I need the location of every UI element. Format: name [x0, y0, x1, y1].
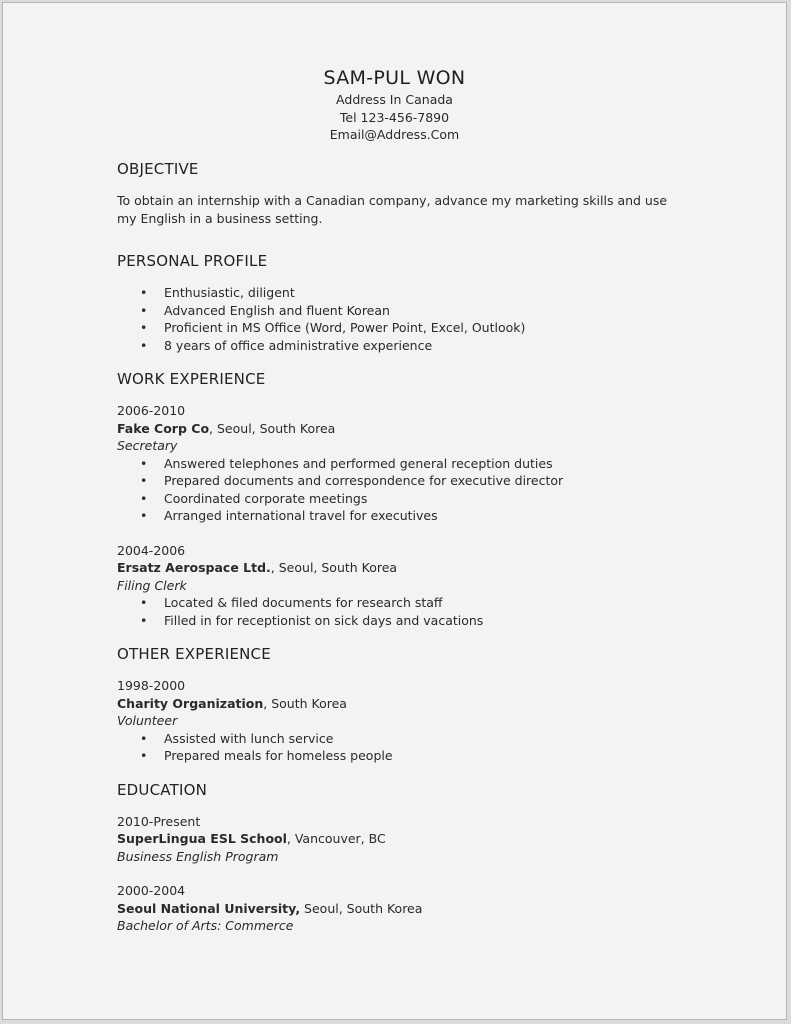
other-org: Charity Organization — [117, 695, 264, 711]
list-item-text: Arranged international travel for executives — [164, 508, 438, 523]
list-item-text: Prepared meals for homeless people — [164, 748, 393, 763]
job-role: Filing Clerk — [117, 577, 187, 593]
list-item — [117, 337, 677, 355]
bullet-icon: • — [140, 285, 148, 300]
education-entry — [117, 813, 677, 866]
education-dates: 2000-2004 — [117, 883, 186, 898]
education-program: Business English Program — [117, 848, 279, 864]
job-employer: Ersatz Aerospace Ltd. — [117, 560, 271, 575]
other-location: , South Korea — [263, 695, 347, 711]
list-item — [117, 472, 677, 490]
objective-text: To obtain an internship with a Canadian company, advance my marketing skills and use my English in a business setting. — [117, 193, 668, 226]
objective-section — [117, 159, 677, 227]
job-employer: Fake Corp Co — [117, 420, 210, 436]
list-item-text: Advanced English and fluent Korean — [164, 302, 390, 318]
bullet-icon: • — [140, 595, 148, 610]
list-item-text: Prepared documents and correspondence for executive director — [164, 473, 564, 488]
education-dates: 2010-Present — [117, 813, 201, 829]
education-location: Seoul, South Korea — [300, 900, 423, 916]
other-experience-heading: OTHER EXPERIENCE — [117, 645, 271, 663]
bullet-icon: • — [140, 473, 148, 488]
profile-heading: PERSONAL PROFILE — [117, 252, 268, 270]
list-item-text: Proficient in MS Office (Word, Power Point, Excel, Outlook) — [164, 320, 526, 335]
applicant-name: SAM-PUL WON — [323, 67, 466, 89]
education-location: , Vancouver, BC — [286, 831, 386, 846]
education-school-line — [117, 830, 677, 848]
other-role: Volunteer — [117, 713, 178, 728]
job-location: , Seoul, South Korea — [270, 560, 398, 575]
objective-heading: OBJECTIVE — [117, 160, 199, 178]
phone-line: Tel 123-456-7890 — [339, 109, 450, 125]
bullet-icon: • — [140, 302, 148, 318]
profile-list — [117, 284, 677, 354]
list-item — [117, 747, 677, 765]
list-item — [117, 730, 677, 748]
bullet-icon: • — [140, 490, 148, 506]
bullet-icon: • — [140, 320, 148, 335]
list-item — [117, 612, 677, 630]
bullet-icon: • — [140, 455, 148, 471]
list-item — [117, 284, 677, 302]
education-heading: EDUCATION — [117, 780, 207, 799]
list-item — [117, 490, 677, 508]
profile-section — [117, 251, 677, 354]
resume-body — [117, 159, 677, 935]
list-item — [117, 302, 677, 320]
job-entry — [117, 542, 677, 630]
list-item-text: 8 years of office administrative experience — [164, 337, 433, 353]
list-item — [117, 319, 677, 337]
other-duties — [117, 730, 677, 765]
education-school-line — [117, 900, 677, 918]
list-item — [117, 455, 677, 473]
job-duties — [117, 594, 677, 629]
list-item-text: Located & filed documents for research staff — [164, 595, 443, 610]
other-experience-section — [117, 644, 677, 765]
job-employer-line — [117, 420, 677, 438]
education-school: SuperLingua ESL School — [117, 831, 287, 846]
job-dates: 2004-2006 — [117, 542, 186, 558]
job-duties — [117, 455, 677, 525]
other-org-line — [117, 695, 677, 713]
list-item-text: Enthusiastic, diligent — [164, 285, 295, 300]
bullet-icon: • — [140, 337, 148, 353]
job-employer-line — [117, 559, 677, 577]
list-item — [117, 594, 677, 612]
job-entry — [117, 402, 677, 525]
bullet-icon: • — [140, 508, 148, 523]
work-heading: WORK EXPERIENCE — [117, 370, 266, 388]
job-role: Secretary — [117, 438, 178, 453]
resume-header — [3, 65, 786, 144]
education-school: Seoul National University, — [117, 900, 301, 916]
list-item-text: Coordinated corporate meetings — [164, 490, 368, 506]
bullet-icon: • — [140, 612, 148, 628]
bullet-icon: • — [140, 730, 148, 746]
work-section — [117, 369, 677, 629]
job-dates: 2006-2010 — [117, 403, 186, 418]
other-dates: 1998-2000 — [117, 678, 186, 693]
education-program: Bachelor of Arts: Commerce — [117, 918, 294, 933]
education-section — [117, 780, 677, 935]
list-item-text: Filled in for receptionist on sick days and vacations — [164, 612, 484, 628]
job-location: , Seoul, South Korea — [209, 420, 336, 436]
email-line: Email@Address.Com — [329, 127, 460, 142]
list-item-text: Answered telephones and performed general reception duties — [164, 455, 553, 471]
list-item-text: Assisted with lunch service — [164, 730, 334, 746]
address-line: Address In Canada — [336, 92, 453, 107]
list-item — [117, 507, 677, 525]
education-entry — [117, 882, 677, 935]
resume-page — [2, 2, 787, 1020]
bullet-icon: • — [140, 748, 148, 763]
